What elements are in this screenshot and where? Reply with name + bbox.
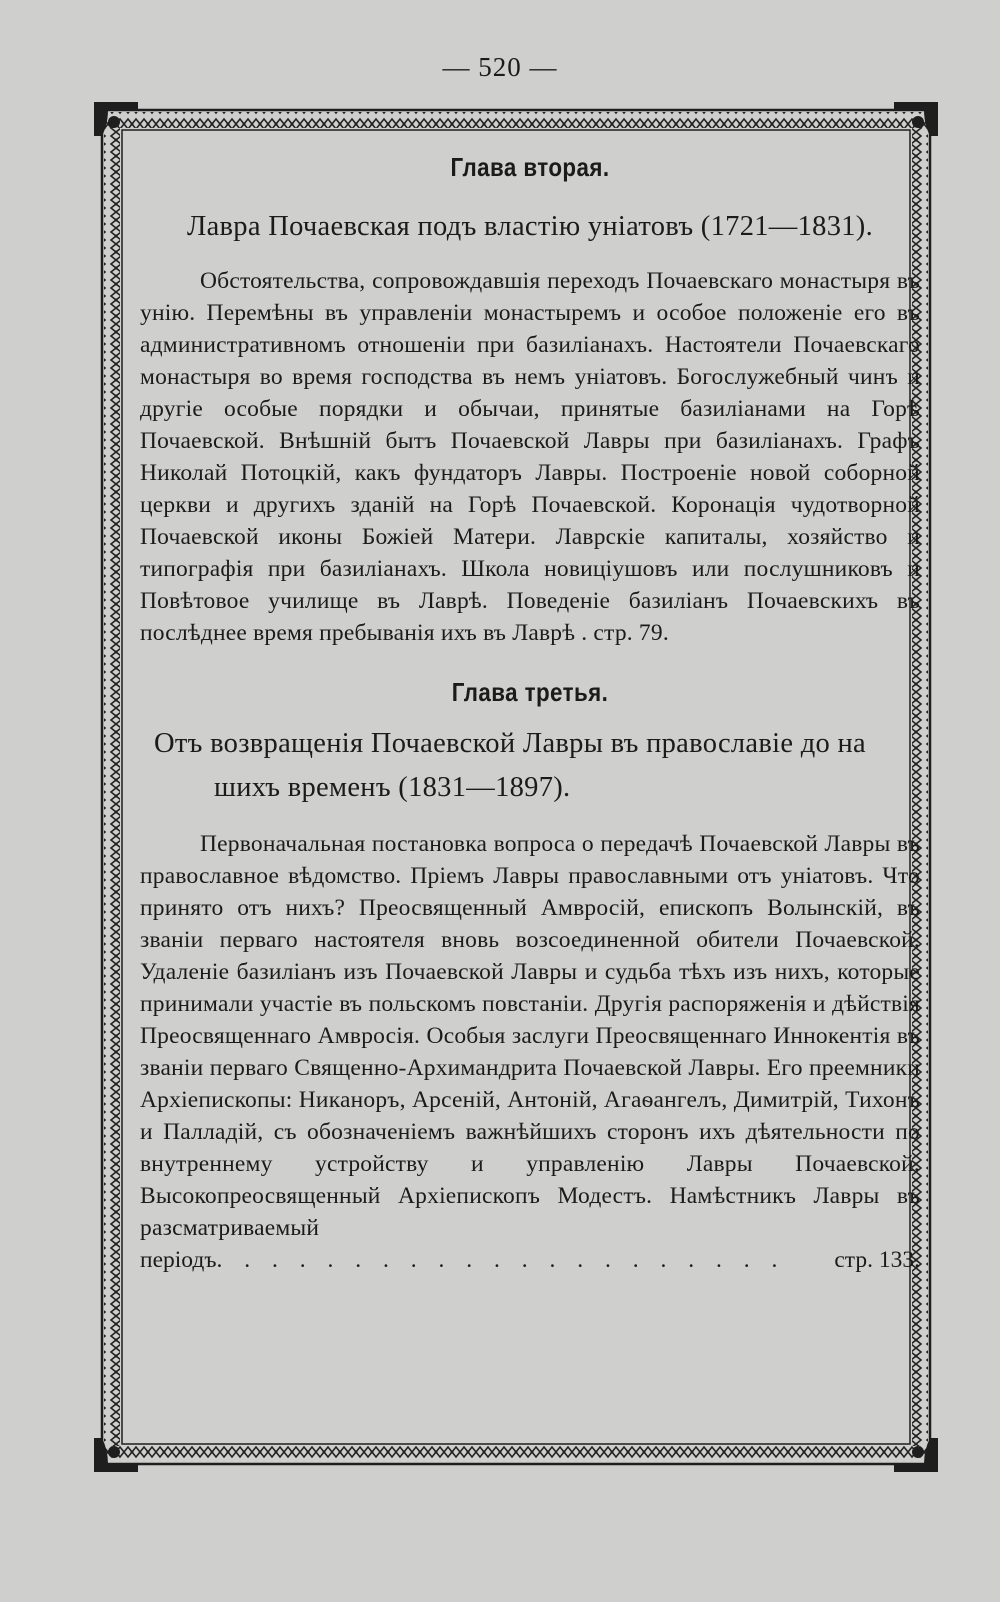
chapter-3-title-line2: шихъ временъ (1831—1897). (214, 772, 571, 803)
chapter-3-summary: Первоначальная постановка вопроса о передачѣ Почаевской Лавры въ православное вѣдомство. Пріемъ Лавры православными отъ уніатовъ. Что принято отъ нихъ? Преосвященный Амвросій, епископъ Волынскій, въ званіи перваго настоятеля вновь возсоединенной обители Почаевской. Удаленіе базиліанъ изъ Почаевской Лавры и судьба тѣхъ изъ нихъ, которые принимали участіе въ польскомъ повстаніи. Другія распоряженія и дѣйствія Преосвященнаго Амвросія. Особыя заслуги Преосвященнаго Иннокентія въ званіи перваго Священно-Архимандрита Почаевской Лавры. Его преемники Архіепископы: Никаноръ, Арсеній, Антоній, Агаѳангелъ, Димитрій, Тихонъ и Палладій, съ обозначеніемъ важнѣйшихъ сторонъ ихъ дѣятельности по внутреннему устройству и управленію Лавры Почаевской. Высокопреосвященный Архіепископъ Модестъ. Намѣстникъ Лавры въ разсматриваемый (140, 831, 920, 1241)
chapter-3-heading: Глава третья. (451, 677, 609, 707)
chapter-3-page-reference (140, 1244, 920, 1276)
chapter-2-heading: Глава вторая. (450, 152, 610, 182)
chapter-3-title (140, 722, 920, 810)
chapter-3-title-line1: Отъ возвращенія Почаевской Лавры въ православіе до на (154, 728, 867, 759)
page-number: — 520 — (442, 52, 558, 82)
last-line-start: періодъ (140, 1247, 217, 1273)
chapter-2-summary: Обстоятельства, сопровождавшія переходъ Почаевскаго монастыря въ унію. Перемѣны въ управленіи монастыремъ и особое положеніе его въ административномъ отношеніи при базиліанахъ. Настоятели Почаевскаго монастыря во время господства въ немъ уніатовъ. Богослужебный чинъ и другіе особые порядки и обычаи, принятые базиліанами на Горѣ Почаевской. Внѣшній бытъ Почаевской Лавры при базиліанахъ. Графъ Николай Потоцкій, какъ фундаторъ Лавры. Построеніе новой соборной церкви и другихъ зданій на Горѣ Почаевской. Коронація чудотворной Почаевской иконы Божіей Матери. Лаврскіе капиталы, хозяйство и типографія при базиліанахъ. Школа новиціушовъ или послушниковъ и Повѣтовое училище въ Лаврѣ. Поведеніе базиліанъ Почаевскихъ въ послѣднее время пребыванія ихъ въ Лаврѣ . стр. 79. (140, 268, 920, 646)
dot-leader: . . . . . . . . . . . . . . . . . . . . . (216, 1247, 786, 1273)
page-ref: стр. 133. (834, 1247, 920, 1273)
table-of-contents (140, 152, 920, 1276)
chapter-2-title: Лавра Почаевская подъ властію уніатовъ (1721—1831). (186, 211, 874, 242)
